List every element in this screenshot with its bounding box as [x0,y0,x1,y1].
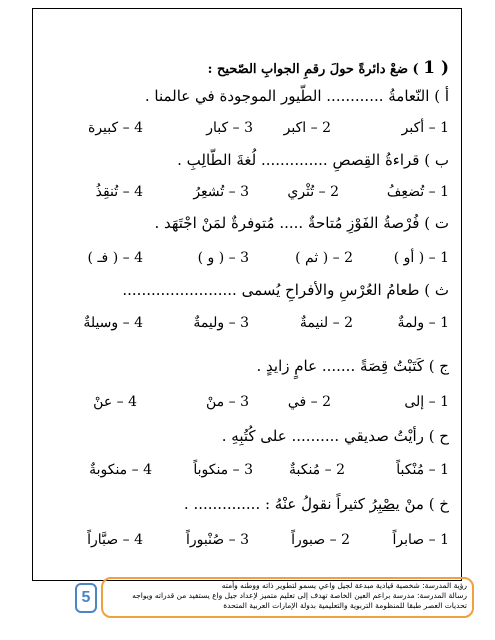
exercise-number-open: ( [435,58,449,78]
question-prefix: ح ) [428,427,449,445]
question-text: قراءةُ القِصصِ .............. لُغةَ الطّالِبِ . [177,151,420,169]
question-h [222,426,449,446]
option-kh-3[interactable]: 3 – صُنْبوراً [185,532,249,548]
exercise-heading [208,58,449,80]
question-text-after: كثيراً نقولُ عنْهُ : .............. . [183,495,370,513]
question-j [257,356,450,376]
option-j-4[interactable]: 4 – عنْ [93,394,137,410]
option-b-2[interactable]: 2 – تُثْري [287,184,339,200]
school-vision: رؤية المدرسة: شخصية قيادية مبدعة لجيل واعي يسمو لتطوير ذاته ووطنه وأمته [221,581,467,590]
option-h-3[interactable]: 3 – منكوباً [193,462,253,478]
question-a [145,86,449,106]
question-prefix: ج ) [428,357,449,375]
question-text-before: منْ [399,495,424,513]
option-b-1[interactable]: 1 – تُضعِفُ [386,184,449,200]
question-text: النّعامةُ ............ الطّيور الموجودة في عالمنا . [144,87,430,105]
option-t-2[interactable]: 2 – ( ثم ) [295,250,353,266]
question-text: طعامُ العُرْسِ والأفراحِ يُسمى ........................ [122,281,420,299]
option-j-1[interactable]: 1 – إلى [404,394,449,410]
option-t-4[interactable]: 4 – ( فـ ) [87,250,143,266]
option-t-1[interactable]: 1 – ( أو ) [393,250,449,266]
option-th-1[interactable]: 1 – ولمةٌ [397,315,449,331]
option-t-3[interactable]: 3 – ( و ) [197,250,249,266]
option-h-4[interactable]: 4 – منكوبةٌ [89,462,152,478]
question-prefix: خ ) [428,495,449,513]
option-a-2[interactable]: 2 – اكبر [283,120,331,136]
option-b-3[interactable]: 3 – تُشعِرُ [193,184,249,200]
question-text: كَتَبْتُ قِصَةً ....... عامٍ زايدٍ . [256,357,424,375]
page-number-badge [75,583,97,613]
exercise-number: 1 [423,58,436,78]
option-th-2[interactable]: 2 – لنيمةٌ [299,315,353,331]
school-footer [101,577,474,618]
option-h-1[interactable]: 1 – مُنْكباً [396,462,449,478]
question-th [122,280,449,300]
exercise-instruction: ) ضعْ دائرةً حولَ رقمِ الجوابِ الصّحيح : [207,62,419,77]
option-a-3[interactable]: 3 – كبار [206,120,253,136]
question-prefix: أ ) [434,87,449,105]
option-a-4[interactable]: 4 – كبيرة [88,120,143,136]
option-th-4[interactable]: 4 – وسيلةٌ [83,315,143,331]
option-kh-2[interactable]: 2 – صبوراً [291,532,350,548]
option-j-2[interactable]: 2 – في [287,394,331,410]
option-b-4[interactable]: 4 – تُنقِذُ [95,184,143,200]
school-mission: رسالة المدرسة: مدرسة براعم العين الخاصة تهدف إلى تعليم متميز لإعداد جيل واع يستفيد من قدراته ويواجه تحديات العصر طبقا للمنظومة التربوية والتعليمية بدولة الإمارات العربية المتحدة [132,591,467,610]
option-h-2[interactable]: 2 – مُنكبةٌ [288,462,345,478]
option-a-1[interactable]: 1 – أكبر [401,120,449,136]
page-number: 5 [81,589,91,606]
question-underlined-word: يصْبِرُ [369,495,400,513]
question-text: رأيْتُ صديقي .......... على كُتُبِهِ . [221,427,424,445]
option-j-3[interactable]: 3 – منْ [206,394,249,410]
option-th-3[interactable]: 3 – وليمةٌ [193,315,249,331]
question-prefix: ب ) [424,151,449,169]
question-text: فُرْصةُ الفَوْزِ مُتاحةٌ ..... مُتوفرةٌ لمَنْ اجْتَهَد . [154,214,420,232]
question-prefix: ت ) [424,214,449,232]
option-kh-4[interactable]: 4 – صبَّاراً [87,532,143,548]
option-kh-1[interactable]: 1 – صابراً [392,532,449,548]
question-kh [184,494,449,514]
question-prefix: ث ) [424,281,449,299]
question-t [154,213,449,233]
question-b [177,150,449,170]
